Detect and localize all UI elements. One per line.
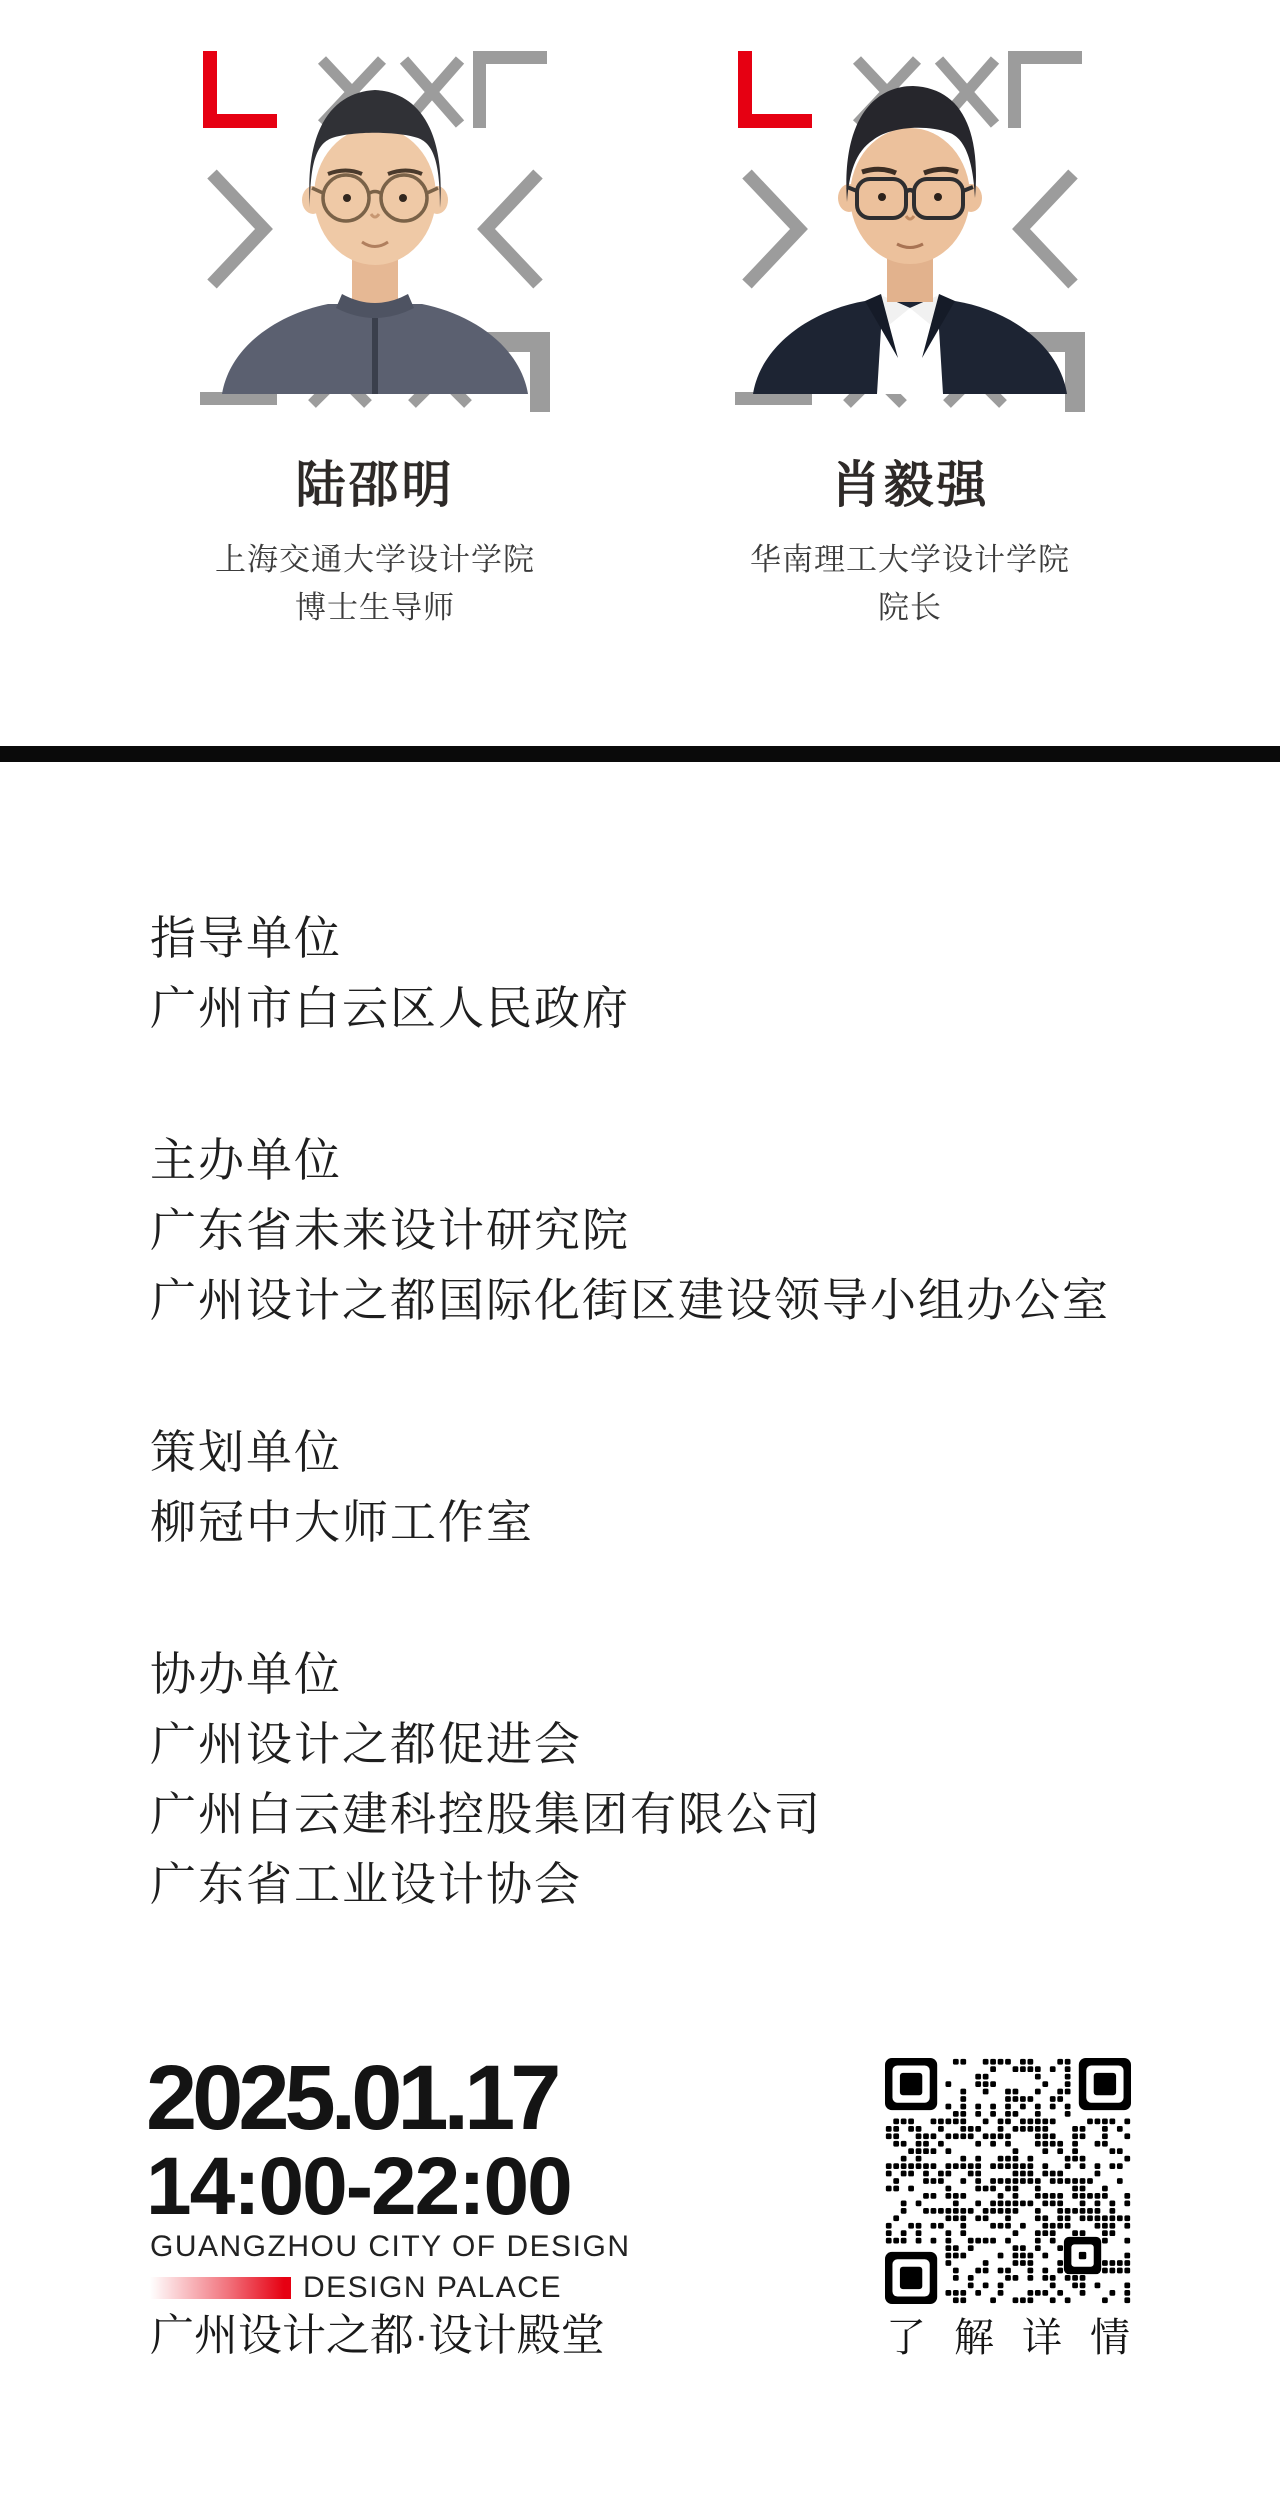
org-entity: 广州设计之都国际化街区建设领导小组办公室 [150, 1274, 1110, 1326]
speaker-affiliation: 华南理工大学设计学院 [750, 542, 1070, 577]
qr-code [885, 2058, 1131, 2304]
org-entity: 广东省工业设计协会 [150, 1858, 582, 1910]
section-divider [0, 746, 1280, 762]
org-entity: 广州白云建科控股集团有限公司 [150, 1788, 822, 1840]
organizations-block [150, 903, 1110, 2001]
org-section-host [150, 1125, 1110, 1335]
org-section-guidance [150, 903, 1110, 1043]
org-entity: 广东省未来设计研究院 [150, 1204, 630, 1256]
qr-caption: 了解详情 [886, 2316, 1158, 2360]
speaker-portrait [200, 46, 550, 414]
org-role: 主办单位 [150, 1134, 342, 1186]
speaker-affiliation: 上海交通大学设计学院 [215, 542, 535, 577]
speaker-name: 陆邵明 [295, 457, 455, 513]
speaker-card-right [735, 46, 1085, 414]
org-role: 策划单位 [150, 1426, 342, 1478]
venue-zh: 广州设计之都·设计殿堂 [150, 2311, 605, 2360]
speaker-portrait [735, 46, 1085, 414]
org-section-planning [150, 1417, 1110, 1557]
venue-en-line2-row [150, 2272, 562, 2304]
org-role: 协办单位 [150, 1648, 342, 1700]
org-role: 指导单位 [150, 912, 342, 964]
org-entity: 柳冠中大师工作室 [150, 1496, 534, 1548]
venue-en-line2: DESIGN PALACE [302, 2271, 562, 2304]
speaker-card-left [200, 46, 550, 414]
speaker-name: 肖毅强 [830, 457, 990, 513]
org-section-coorganizer [150, 1639, 1110, 1919]
org-entity: 广州设计之都促进会 [150, 1718, 582, 1770]
speaker-title: 博士生导师 [295, 590, 455, 625]
org-entity: 广州市白云区人民政府 [150, 982, 630, 1034]
event-date: 2025.01.17 [146, 2047, 557, 2149]
red-gradient-bar [150, 2277, 291, 2299]
event-time: 14:00-22:00 [146, 2141, 571, 2232]
speaker-title: 院长 [878, 590, 942, 625]
venue-en-line1: GUANGZHOU CITY OF DESIGN [150, 2230, 631, 2263]
